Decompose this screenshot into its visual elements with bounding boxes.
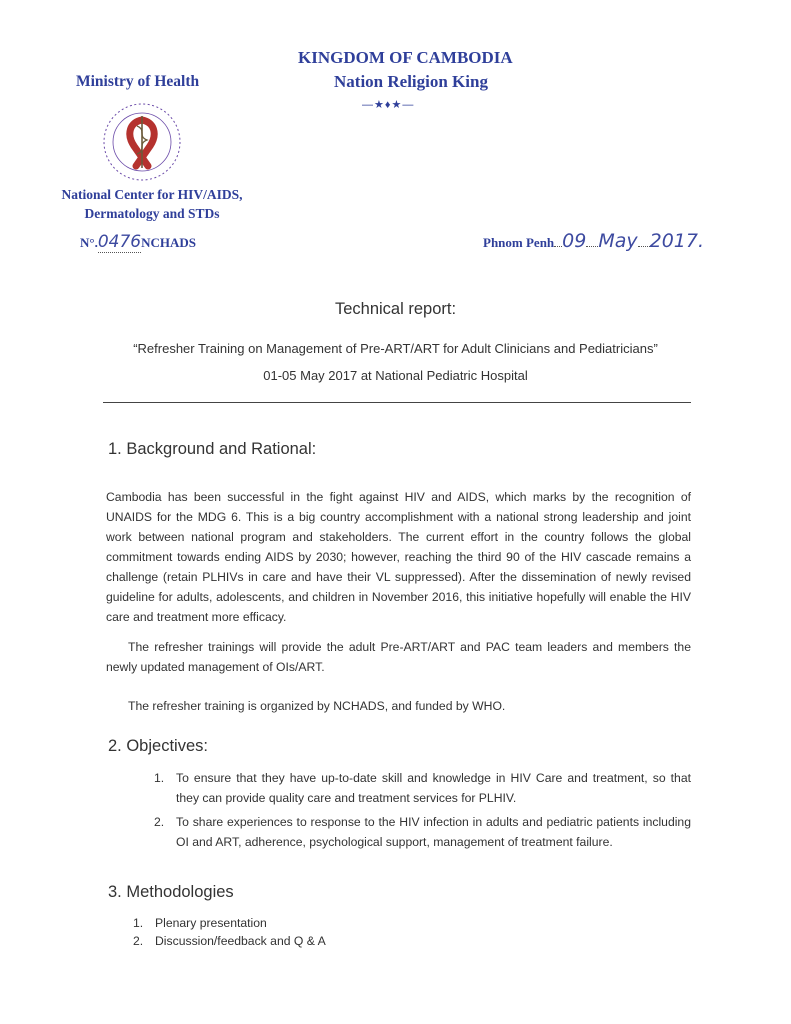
- reference-number: [80, 232, 196, 252]
- report-date-venue: 01-05 May 2017 at National Pediatric Hospital: [263, 368, 528, 383]
- ref-prefix: N°.: [80, 235, 98, 250]
- date-day: 09: [562, 230, 587, 252]
- ornament-divider: —★♦★—: [362, 99, 415, 111]
- background-paragraph-2: The refresher trainings will provide the adult Pre-ART/ART and PAC team leaders and members the newly updated management of OIs/ART.: [106, 640, 691, 674]
- date-line: [483, 230, 704, 252]
- center-name: [52, 185, 252, 223]
- ref-number-handwritten: 0476: [97, 232, 142, 252]
- heading-objectives: 2. Objectives:: [108, 737, 208, 755]
- report-subtitle: “Refresher Training on Management of Pre-ART/ART for Adult Clinicians and Pediatricians”: [133, 341, 658, 356]
- kingdom-title: KINGDOM OF CAMBODIA: [298, 48, 513, 67]
- center-name-line2: Dermatology and STDs: [84, 206, 220, 221]
- national-motto: Nation Religion King: [334, 72, 488, 91]
- methodologies-list: [133, 914, 673, 950]
- ref-suffix: NCHADS: [141, 235, 197, 250]
- center-name-line1: National Center for HIV/AIDS,: [61, 187, 243, 202]
- ministry-name: Ministry of Health: [76, 73, 200, 90]
- objective-item-1: 1. To ensure that they have up-to-date skill and knowledge in HIV Care and treatment, so that they can provide quality care and treatment services for PLHIV.: [154, 771, 691, 805]
- methodology-item-1: 1. Plenary presentation: [133, 916, 267, 930]
- objective-item-2: 2. To share experiences to response to the HIV infection in adults and pediatric patients including OI and ART, adherence, psychological support, management of treatment failure.: [154, 815, 691, 849]
- nchads-seal-logo: [96, 96, 188, 188]
- background-paragraph-1: Cambodia has been successful in the fight against HIV and AIDS, which marks by the recognition of UNAIDS for the MDG 6. This is a big country accomplishment with a national strong leadership and joint work between national program and stakeholders. The current effort in the country follows the global commitment towards ending AIDS by 2030; however, reaching the third 90 of the HIV cascade remains a challenge (retain PLHIVs in care and have their VL suppressed). After the dissemination of newly revised guideline for adults, adolescents, and children in November 2016, this initiative hopefully will enable the HIV care and treatment more efficacy.: [106, 490, 691, 624]
- place-name: Phnom Penh: [483, 235, 555, 250]
- date-month: May: [598, 230, 638, 252]
- heading-methodologies: 3. Methodologies: [108, 883, 234, 901]
- title-divider: [103, 402, 691, 403]
- background-paragraph-3: The refresher training is organized by NCHADS, and funded by WHO.: [128, 699, 506, 713]
- methodology-item-2: 2. Discussion/feedback and Q & A: [133, 934, 326, 948]
- objectives-list: [154, 768, 691, 852]
- heading-background: 1. Background and Rational:: [108, 440, 317, 458]
- report-title: Technical report:: [334, 300, 457, 318]
- date-year: 2017.: [649, 230, 705, 252]
